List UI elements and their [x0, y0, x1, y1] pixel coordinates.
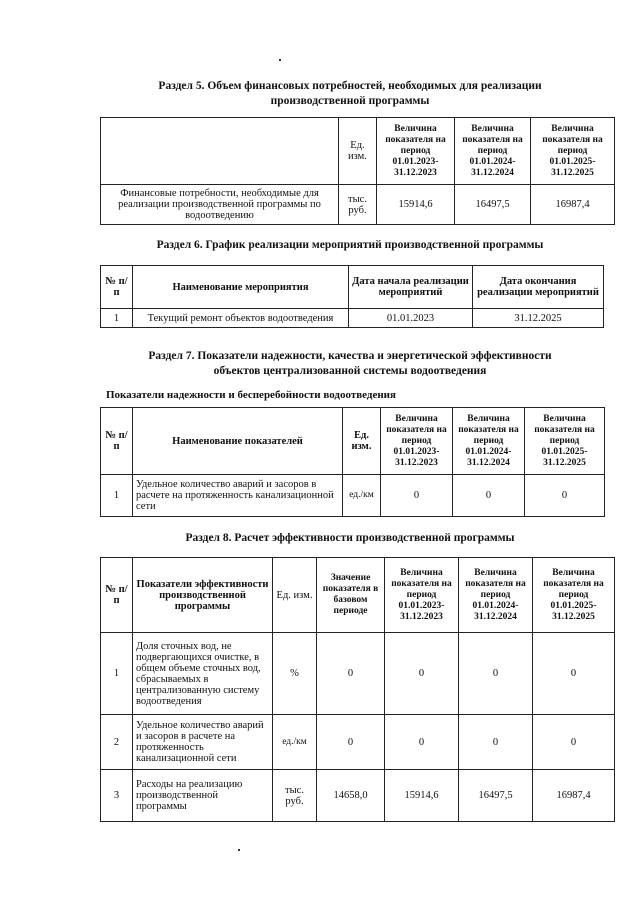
row-end-date: 31.12.2025 — [473, 309, 604, 328]
table-row — [101, 309, 604, 328]
row-name: Текущий ремонт объектов водоотведения — [133, 309, 349, 328]
row-value-2025: 0 — [525, 475, 605, 517]
section8-header-num: № п/п — [101, 558, 133, 633]
section7-header-p3: Величина показателя на период 01.01.2025-31.12.2025 — [525, 408, 605, 475]
row-unit: % — [273, 633, 317, 715]
row-value-2023: 0 — [385, 633, 459, 715]
table-row — [101, 185, 615, 225]
section7-subtitle: Показатели надежности и бесперебойности водоотведения — [106, 389, 396, 401]
section5-header-unit: Ед. изм. — [339, 118, 377, 185]
row-base-value: 0 — [317, 633, 385, 715]
row-value-2023: 0 — [385, 715, 459, 770]
section6-header-row — [101, 266, 604, 309]
section6-header-num: № п/п — [101, 266, 133, 309]
row-value-2024: 0 — [459, 715, 533, 770]
section5-header-p3: Величина показателя на период 01.01.2025-31.12.2025 — [531, 118, 615, 185]
section7-title — [100, 349, 600, 379]
section7-title-line2: объектов централизованной системы водоотведения — [213, 365, 487, 377]
table-row — [101, 475, 605, 517]
row-base-value: 0 — [317, 715, 385, 770]
row-num: 3 — [101, 770, 133, 822]
section6-header-name: Наименование мероприятия — [133, 266, 349, 309]
row-name: Расходы на реализацию производственной программы — [133, 770, 273, 822]
section5-header-p1: Величина показателя на период 01.01.2023-31.12.2023 — [377, 118, 455, 185]
section5-title-line1: Раздел 5. Объем финансовых потребностей, необходимых для реализации — [158, 80, 542, 92]
row-unit: ед./км — [343, 475, 381, 517]
section8-title: Раздел 8. Расчет эффективности производственной программы — [185, 532, 515, 544]
row-name: Удельное количество аварий и засоров в расчете на протяженность канализационной сети — [133, 715, 273, 770]
section6-title: Раздел 6. График реализации мероприятий производственной программы — [156, 239, 544, 251]
row-base-value: 14658,0 — [317, 770, 385, 822]
section6-table — [100, 265, 604, 328]
row-value-2025: 0 — [533, 715, 615, 770]
row-start-date: 01.01.2023 — [349, 309, 473, 328]
row-num: 1 — [101, 633, 133, 715]
section7-header-p2: Величина показателя на период 01.01.2024-31.12.2024 — [453, 408, 525, 475]
section8-header-unit: Ед. изм. — [273, 558, 317, 633]
section5-header-p2: Величина показателя на период 01.01.2024-31.12.2024 — [455, 118, 531, 185]
section5-header-row — [101, 118, 615, 185]
section8-table — [100, 557, 615, 822]
row-value-2024: 0 — [453, 475, 525, 517]
row-value-2023: 0 — [381, 475, 453, 517]
section7-header-row — [101, 408, 605, 475]
section7-title-line1: Раздел 7. Показатели надежности, качества и энергетической эффективности — [148, 350, 552, 362]
section7-header-unit: Ед. изм. — [343, 408, 381, 475]
row-value-2025: 16987,4 — [533, 770, 615, 822]
row-value-2024: 0 — [459, 633, 533, 715]
section7-header-p1: Величина показателя на период 01.01.2023-31.12.2023 — [381, 408, 453, 475]
section7-header-name: Наименование показателей — [133, 408, 343, 475]
row-name: Удельное количество аварий и засоров в расчете на протяженность канализационной сети — [133, 475, 343, 517]
row-value-2023: 15914,6 — [385, 770, 459, 822]
row-value-2025: 0 — [533, 633, 615, 715]
section5-title-line2: производственной программы — [270, 95, 430, 107]
section8-header-base: Значение показателя в базовом периоде — [317, 558, 385, 633]
row-unit: тыс. руб. — [273, 770, 317, 822]
section5-title — [100, 79, 600, 109]
section7-table — [100, 407, 605, 517]
row-unit: тыс. руб. — [339, 185, 377, 225]
table-row — [101, 715, 615, 770]
section6-header-start: Дата начала реализации мероприятий — [349, 266, 473, 309]
row-unit: ед./км — [273, 715, 317, 770]
section8-header-row — [101, 558, 615, 633]
section8-header-p2: Величина показателя на период 01.01.2024-31.12.2024 — [459, 558, 533, 633]
row-value-2024: 16497,5 — [455, 185, 531, 225]
row-name: Доля сточных вод, не подвергающихся очистке, в общем объеме сточных вод, сбрасываемых в централизованную систему водоотведения — [133, 633, 273, 715]
table-row — [101, 633, 615, 715]
section5-header-name — [101, 118, 339, 185]
row-num: 1 — [101, 475, 133, 517]
section6-header-end: Дата окончания реализации мероприятий — [473, 266, 604, 309]
row-value-2023: 15914,6 — [377, 185, 455, 225]
row-value-2024: 16497,5 — [459, 770, 533, 822]
section8-header-p3: Величина показателя на период 01.01.2025-31.12.2025 — [533, 558, 615, 633]
section8-header-name: Показатели эффективности производственной программы — [133, 558, 273, 633]
row-num: 1 — [101, 309, 133, 328]
row-name: Финансовые потребности, необходимые для реализации производственной программы по водоотведению — [101, 185, 339, 225]
scan-speck-bottom — [238, 849, 240, 851]
row-value-2025: 16987,4 — [531, 185, 615, 225]
section5-table — [100, 117, 615, 225]
row-num: 2 — [101, 715, 133, 770]
section8-header-p1: Величина показателя на период 01.01.2023-31.12.2023 — [385, 558, 459, 633]
scan-speck-top — [279, 59, 281, 61]
section7-header-num: № п/п — [101, 408, 133, 475]
table-row — [101, 770, 615, 822]
